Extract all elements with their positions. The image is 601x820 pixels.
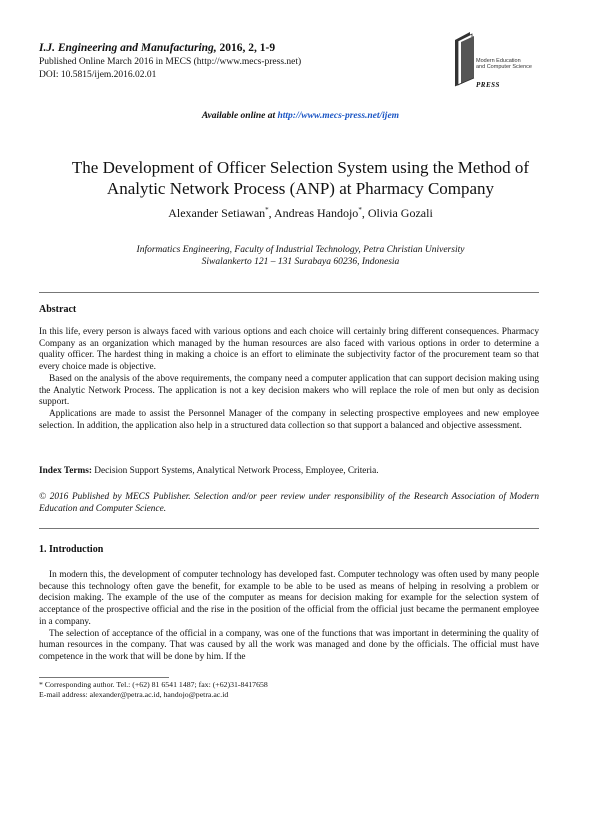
journal-title (39, 42, 275, 54)
author-2: Andreas Handojo (274, 206, 359, 220)
affiliation-line2: Siwalankerto 121 – 131 Surabaya 60236, Indonesia (201, 257, 400, 267)
logo-press: PRESS (476, 81, 500, 89)
abstract-paragraph-3: Applications are made to assist the Personnel Manager of the company in selecting prospective employees and new employee selection. In addition, the application also help in a structured data collection so that support a balanced and objective assessment. (39, 408, 539, 431)
authors-line (0, 206, 601, 221)
abstract-heading: Abstract (39, 304, 77, 315)
journal-volume: 2016, 2, 1-9 (216, 42, 276, 54)
publisher-logo (452, 28, 542, 90)
footnote-rule (39, 677, 169, 678)
author-separator: , (268, 206, 274, 220)
copyright-notice (39, 492, 539, 515)
index-terms-label: Index Terms: (39, 466, 92, 476)
author-1: Alexander Setiawan (168, 206, 266, 220)
paper-title (20, 157, 581, 199)
affiliation (0, 244, 601, 268)
title-line2: Analytic Network Process (ANP) at Pharmacy Company (106, 179, 495, 198)
logo-line2: and Computer Science (476, 64, 532, 70)
published-line: Published Online March 2016 in MECS (http://www.mecs-press.net) (39, 57, 302, 67)
logo-line1: Modern Education (476, 58, 521, 64)
introduction-paragraph-1: In modern this, the development of computer technology has developed fast. Computer technology was often used by many people because this technology often gave the benefit, for example to be able to be used as means of helping in resolving a problem or decision making. The example of the use of the computer as means for decision making for example for the selection system of acceptance of the prospective official and the rise in the position of the official from the official just became the permanent employee in a company. (39, 570, 539, 627)
author-2-mark: * (358, 206, 362, 214)
introduction-paragraph-2: The selection of acceptance of the official in a company, was one of the functions that was important in determining the quality of human resources in the company. That was caused by all the work was managed and done by the officials. The official must have competence in the work that will be done by him. If the (39, 628, 539, 662)
divider (39, 292, 539, 293)
divider (39, 528, 539, 529)
introduction-heading: 1. Introduction (39, 544, 104, 555)
author-1-mark: * (265, 206, 269, 214)
doi-line: DOI: 10.5815/ijem.2016.02.01 (39, 70, 157, 80)
introduction-body (39, 570, 539, 664)
book-icon (452, 28, 476, 88)
journal-name: I.J. Engineering and Manufacturing, (39, 42, 217, 54)
index-terms (39, 466, 539, 478)
title-line1: The Development of Officer Selection System using the Method of (71, 158, 530, 177)
availability-label: Available online at (201, 111, 278, 121)
abstract-paragraph-2: Based on the analysis of the above requirements, the company need a computer application that can support decision making using the Analytic Network Process. The application is not a key decision makers who will replace the role of men but only as decision support. (39, 373, 539, 408)
index-terms-text: Decision Support Systems, Analytical Network Process, Employee, Criteria. (91, 466, 379, 476)
copyright-text: © 2016 Published by MECS Publisher. Selection and/or peer review under responsibility of the Research Association of Modern Education and Computer Science. (39, 492, 539, 514)
footnote-corresponding: * Corresponding author. Tel.: (+62) 81 6541 1487; fax: (+62)31-8417658 (39, 680, 268, 689)
abstract-body (39, 327, 539, 432)
journal-url-link[interactable]: http://www.mecs-press.net/ijem (277, 111, 400, 121)
availability-line (0, 111, 601, 121)
affiliation-line1: Informatics Engineering, Faculty of Industrial Technology, Petra Christian University (136, 245, 465, 255)
author-3: Olivia Gozali (367, 206, 433, 220)
footnote-email: E-mail address: alexander@petra.ac.id, handojo@petra.ac.id (39, 690, 229, 699)
abstract-paragraph-1: In this life, every person is always faced with various options and each choice will certainly bring different consequences. Pharmacy Company as an organization which managed by the human resources are also faced with various options in order to determine a quality officer. The hardest thing in making a choice is an effort to eliminate the subjectivity factor of the procurement team so that every choice made is objective. (39, 327, 539, 373)
author-separator: , (361, 206, 368, 220)
